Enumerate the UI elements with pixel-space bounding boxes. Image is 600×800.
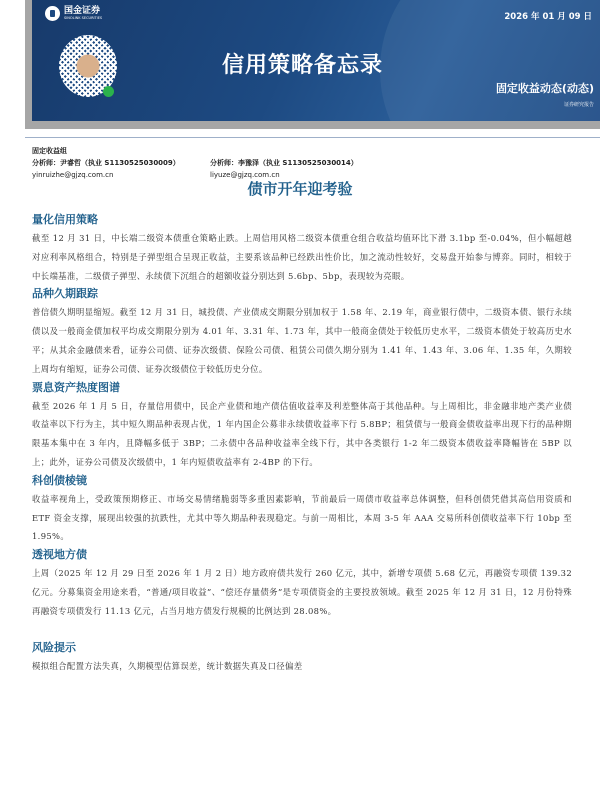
report-date: 2026 年 01 月 09 日 <box>504 12 592 22</box>
section-heading: 票息资产热度图谱 <box>32 380 120 394</box>
risk-heading: 风险提示 <box>32 640 76 654</box>
analyst-1: 分析师：尹睿哲（执业 S1130525030009） <box>32 159 180 167</box>
logo-name-en: SINOLINK SECURITIES <box>64 16 103 20</box>
section-body: 截至 2026 年 1 月 5 日，存量信用债中，民企产业债和地产债估值收益率及利差整体高于其他品种。与上周相比，非金融非地产类产业债收益率以下行为主，其中短久期品种表现占优，1 年内国企公募非永续债收益率下行 5.8BP；租赁债与一般商金债收益率出现下行的品种期限基本集中在 3 年内，且降幅多低于 3BP；二永债中各品种收益率全线下行，其中各类银行 1-2 年二级资本债收益率降幅皆在 5BP 以上；此外，证券公司债及次级债中，1 年内短债收益率有 2-4BP 的下行。 <box>32 400 572 467</box>
section-body: 上周（2025 年 12 月 29 日至 2026 年 1 月 2 日）地方政府债共发行 260 亿元，其中，新增专项债 5.68 亿元，再融资专项债 139.32 亿元。分募集资金用途来看，“普通/项目收益”、“偿还存量债务”是专项债资金的主要投放领域。截至 2025 年 12 月 31 日，12 月份特殊再融资专项债发行 11.13 亿元，占当月地方债发行规模的比例达到 28.08%。 <box>32 568 572 616</box>
risk-body: 模拟组合配置方法失真，久期模型估算误差，统计数据失真及口径偏差 <box>32 660 303 671</box>
banner-background <box>32 0 600 121</box>
section-body: 普信债久期明显缩短。截至 12 月 31 日，城投债、产业债成交期限分别加权于 1.58 年、2.19 年，商业银行债中，二级资本债、银行永续债以及一般商金债加权平均成交期限分别为 4.01 年、3.31 年、1.73 年，其中一般商金债处于较低历史水平，二级资本债处于较高历史水平；从其余金融债来看，证券公司债、证券次级债、保险公司债、租赁公司债久期分别为 1.41 年、1.43 年、3.06 年、1.35 年，久期较上周均有缩短，证券公司债、证券次级债位于较低历史分位。 <box>32 307 572 374</box>
analyst-1-email[interactable]: yinruizhe@gjzq.com.cn <box>32 171 114 179</box>
section-body: 收益率视角上，受政策预期修正、市场交易情绪脆弱等多重因素影响，节前最后一周债市收益率总体调整，但科创债凭借其高信用资质和 ETF 资金支撑，展现出较强的抗跌性，尤其中等久期品种表现稳定。与前一周相比，本周 3-5 年 AAA 交易所科创债收益率下行 10bp 至 1.95%。 <box>32 493 572 542</box>
mini-program-icon <box>103 86 114 97</box>
banner-title: 信用策略备忘录 <box>222 53 384 78</box>
report-category: 固定收益动态(动态) <box>495 82 594 95</box>
section-heading: 量化信用策略 <box>32 213 98 226</box>
report-body <box>32 211 572 675</box>
spacer <box>32 621 572 639</box>
document-title: 债市开年迎考验 <box>247 180 353 198</box>
group-name: 固定收益组 <box>32 147 67 155</box>
section-heading: 科创债棱镜 <box>32 473 87 487</box>
analyst-info <box>32 145 358 181</box>
divider <box>25 137 600 138</box>
logo-mark-icon <box>45 6 60 21</box>
logo-name-cn: 国金证券 <box>64 6 101 16</box>
section-heading: 品种久期跟踪 <box>32 287 98 301</box>
section-body: 截至 12 月 31 日，中长端二级资本债重仓策略止跌。上周信用风格二级资本债重仓组合收益均值环比下滑 3.1bp 至-0.04%，但小幅超越对应利率风格组合，特别是子弹型组合呈现正收益，主要系该品种已经跌出性价比，加之流动性较好，交易盘开始参与博弈。同时，相较于中长端基准，二级债子弹型、永续债下沉组合的超额收益分别达到 5.6bp、5bp，表现较为亮眼。 <box>32 233 572 281</box>
section-heading: 透视地方债 <box>32 548 87 562</box>
analyst-2: 分析师：李豫泽（执业 S1130525030014） <box>210 159 358 167</box>
analyst-2-email[interactable]: liyuze@gjzq.com.cn <box>210 171 280 179</box>
report-banner <box>25 0 600 129</box>
company-logo <box>45 6 102 21</box>
report-type: 证券研究报告 <box>563 102 594 108</box>
